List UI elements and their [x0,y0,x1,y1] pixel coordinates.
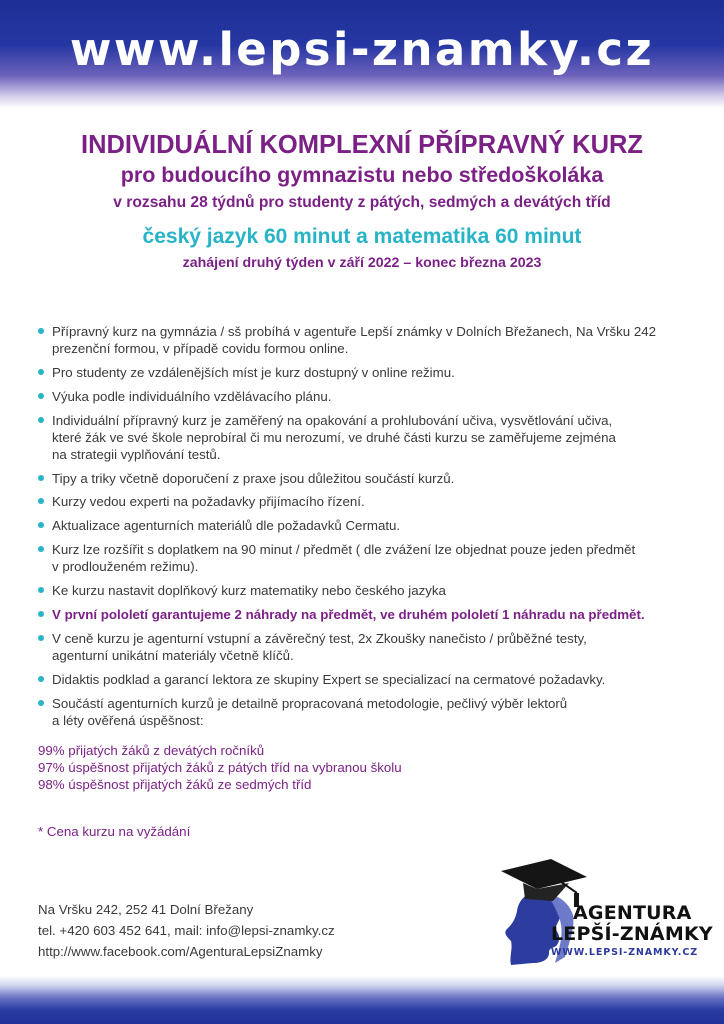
contact-address: Na Vršku 242, 252 41 Dolní Břežany [38,902,254,917]
list-item-line: Aktualizace agenturních materiálů dle požadavků Cermatu. [52,518,401,534]
course-title: INDIVIDUÁLNÍ KOMPLEXNÍ PŘÍPRAVNÝ KURZ [81,131,643,159]
feature-list [38,323,698,736]
list-item-line: Ke kurzu nastavit doplňkový kurz matematiky nebo českého jazyka [52,583,446,599]
price-note: * Cena kurzu na vyžádání [38,824,191,839]
course-scope: v rozsahu 28 týdnů pro studenty z pátých, sedmých a devátých tříd [113,194,611,211]
bullet-dot-icon [38,635,44,641]
stat-line: 97% úspěšnost přijatých žáků z pátých tříd na vybranou školu [38,760,402,775]
list-item [38,671,698,688]
stat-line: 99% přijatých žáků z devátých ročníků [38,743,265,758]
bullet-dot-icon [38,475,44,481]
list-item [38,470,698,487]
bullet-dot-icon [38,393,44,399]
list-item-line: Tipy a triky včetně doporučení z praxe jsou důležitou součástí kurzů. [52,470,455,486]
list-item-line: které žák ve své škole neprobíral či mu nerozumí, ve druhé části kurzu se zaměřujeme zejména [52,429,616,445]
list-item [38,364,698,381]
bullet-dot-icon [38,328,44,334]
heading-block [0,130,724,274]
contact-phone-mail[interactable]: tel. +420 603 452 641, mail: info@lepsi-znamky.cz [38,923,335,938]
list-item [38,606,698,623]
course-subjects: český jazyk 60 minut a matematika 60 minut [142,225,582,248]
list-item-line: V ceně kurzu je agenturní vstupní a závěrečný test, 2x Zkoušky nanečisto / průběžné testy, [52,630,587,646]
course-subtitle: pro budoucího gymnazistu nebo středoškoláka [120,163,604,187]
bullet-dot-icon [38,369,44,375]
list-item-line: na strategii vyplňování testů. [52,446,221,462]
mortarboard-icon [501,859,587,907]
bullet-dot-icon [38,498,44,504]
list-item-line: v prodlouženém režimu). [52,559,199,575]
list-item [38,412,698,463]
bullet-dot-icon [38,676,44,682]
list-item [38,541,698,575]
bullet-dot-icon [38,611,44,617]
list-item-line: Individuální přípravný kurz je zaměřený na opakování a prohlubování učiva, vysvětlování učiva, [52,412,613,428]
list-item-line: Součástí agenturních kurzů je detailně propracovaná metodologie, pečlivý výběr lektorů [52,695,568,711]
course-dates: zahájení druhý týden v září 2022 – konec března 2023 [182,255,542,271]
contact-block [38,899,335,962]
list-item [38,388,698,405]
contact-facebook-link[interactable]: http://www.facebook.com/AgenturaLepsiZnamky [38,944,323,959]
stat-line: 98% úspěšnost přijatých žáků ze sedmých tříd [38,777,312,792]
site-url: www.lepsi-znamky.cz [69,23,655,76]
bullet-dot-icon [38,700,44,706]
logo-url: WWW.LEPSI-ZNAMKY.CZ [551,947,698,958]
list-item-line: Pro studenty ze vzdálenějších míst je kurz dostupný v online režimu. [52,364,455,380]
list-item-line: agenturní unikátní materiály včetně klíčů. [52,647,294,663]
list-item [38,630,698,664]
list-item-line: Kurzy vedou experti na požadavky přijímacího řízení. [52,494,365,510]
success-stats [38,742,402,793]
list-item-line: Kurz lze rozšířit s doplatkem na 90 minut / předmět ( dle zvážení lze objednat pouze jeden předmět [52,542,636,558]
list-item [38,695,698,729]
list-item-line: Výuka podle individuálního vzdělávacího plánu. [52,388,332,404]
list-item-line: V první pololetí garantujeme 2 náhrady na předmět, ve druhém pololetí 1 náhradu na předmět. [52,607,645,623]
list-item [38,323,698,357]
bullet-dot-icon [38,587,44,593]
list-item [38,493,698,510]
list-item-line: a léty ověřená úspěšnost: [52,712,204,728]
logo-text-agentura: AGENTURA [573,902,692,924]
bullet-dot-icon [38,546,44,552]
footer-banner [0,976,724,1024]
list-item-line: prezenční formou, v případě covidu formou online. [52,341,349,356]
list-item-line: Přípravný kurz na gymnázia / sš probíhá v agentuře Lepší známky v Dolních Břežanech, Na Vršku 242 [52,324,657,339]
header-banner [0,0,724,108]
list-item [38,517,698,534]
list-item-line: Didaktis podklad a garancí lektora ze skupiny Expert se specializací na cermatové požadavky. [52,671,606,687]
logo-text-brand: LEPŠÍ-ZNÁMKY [551,923,713,945]
bullet-dot-icon [38,522,44,528]
list-item [38,582,698,599]
bullet-dot-icon [38,417,44,423]
